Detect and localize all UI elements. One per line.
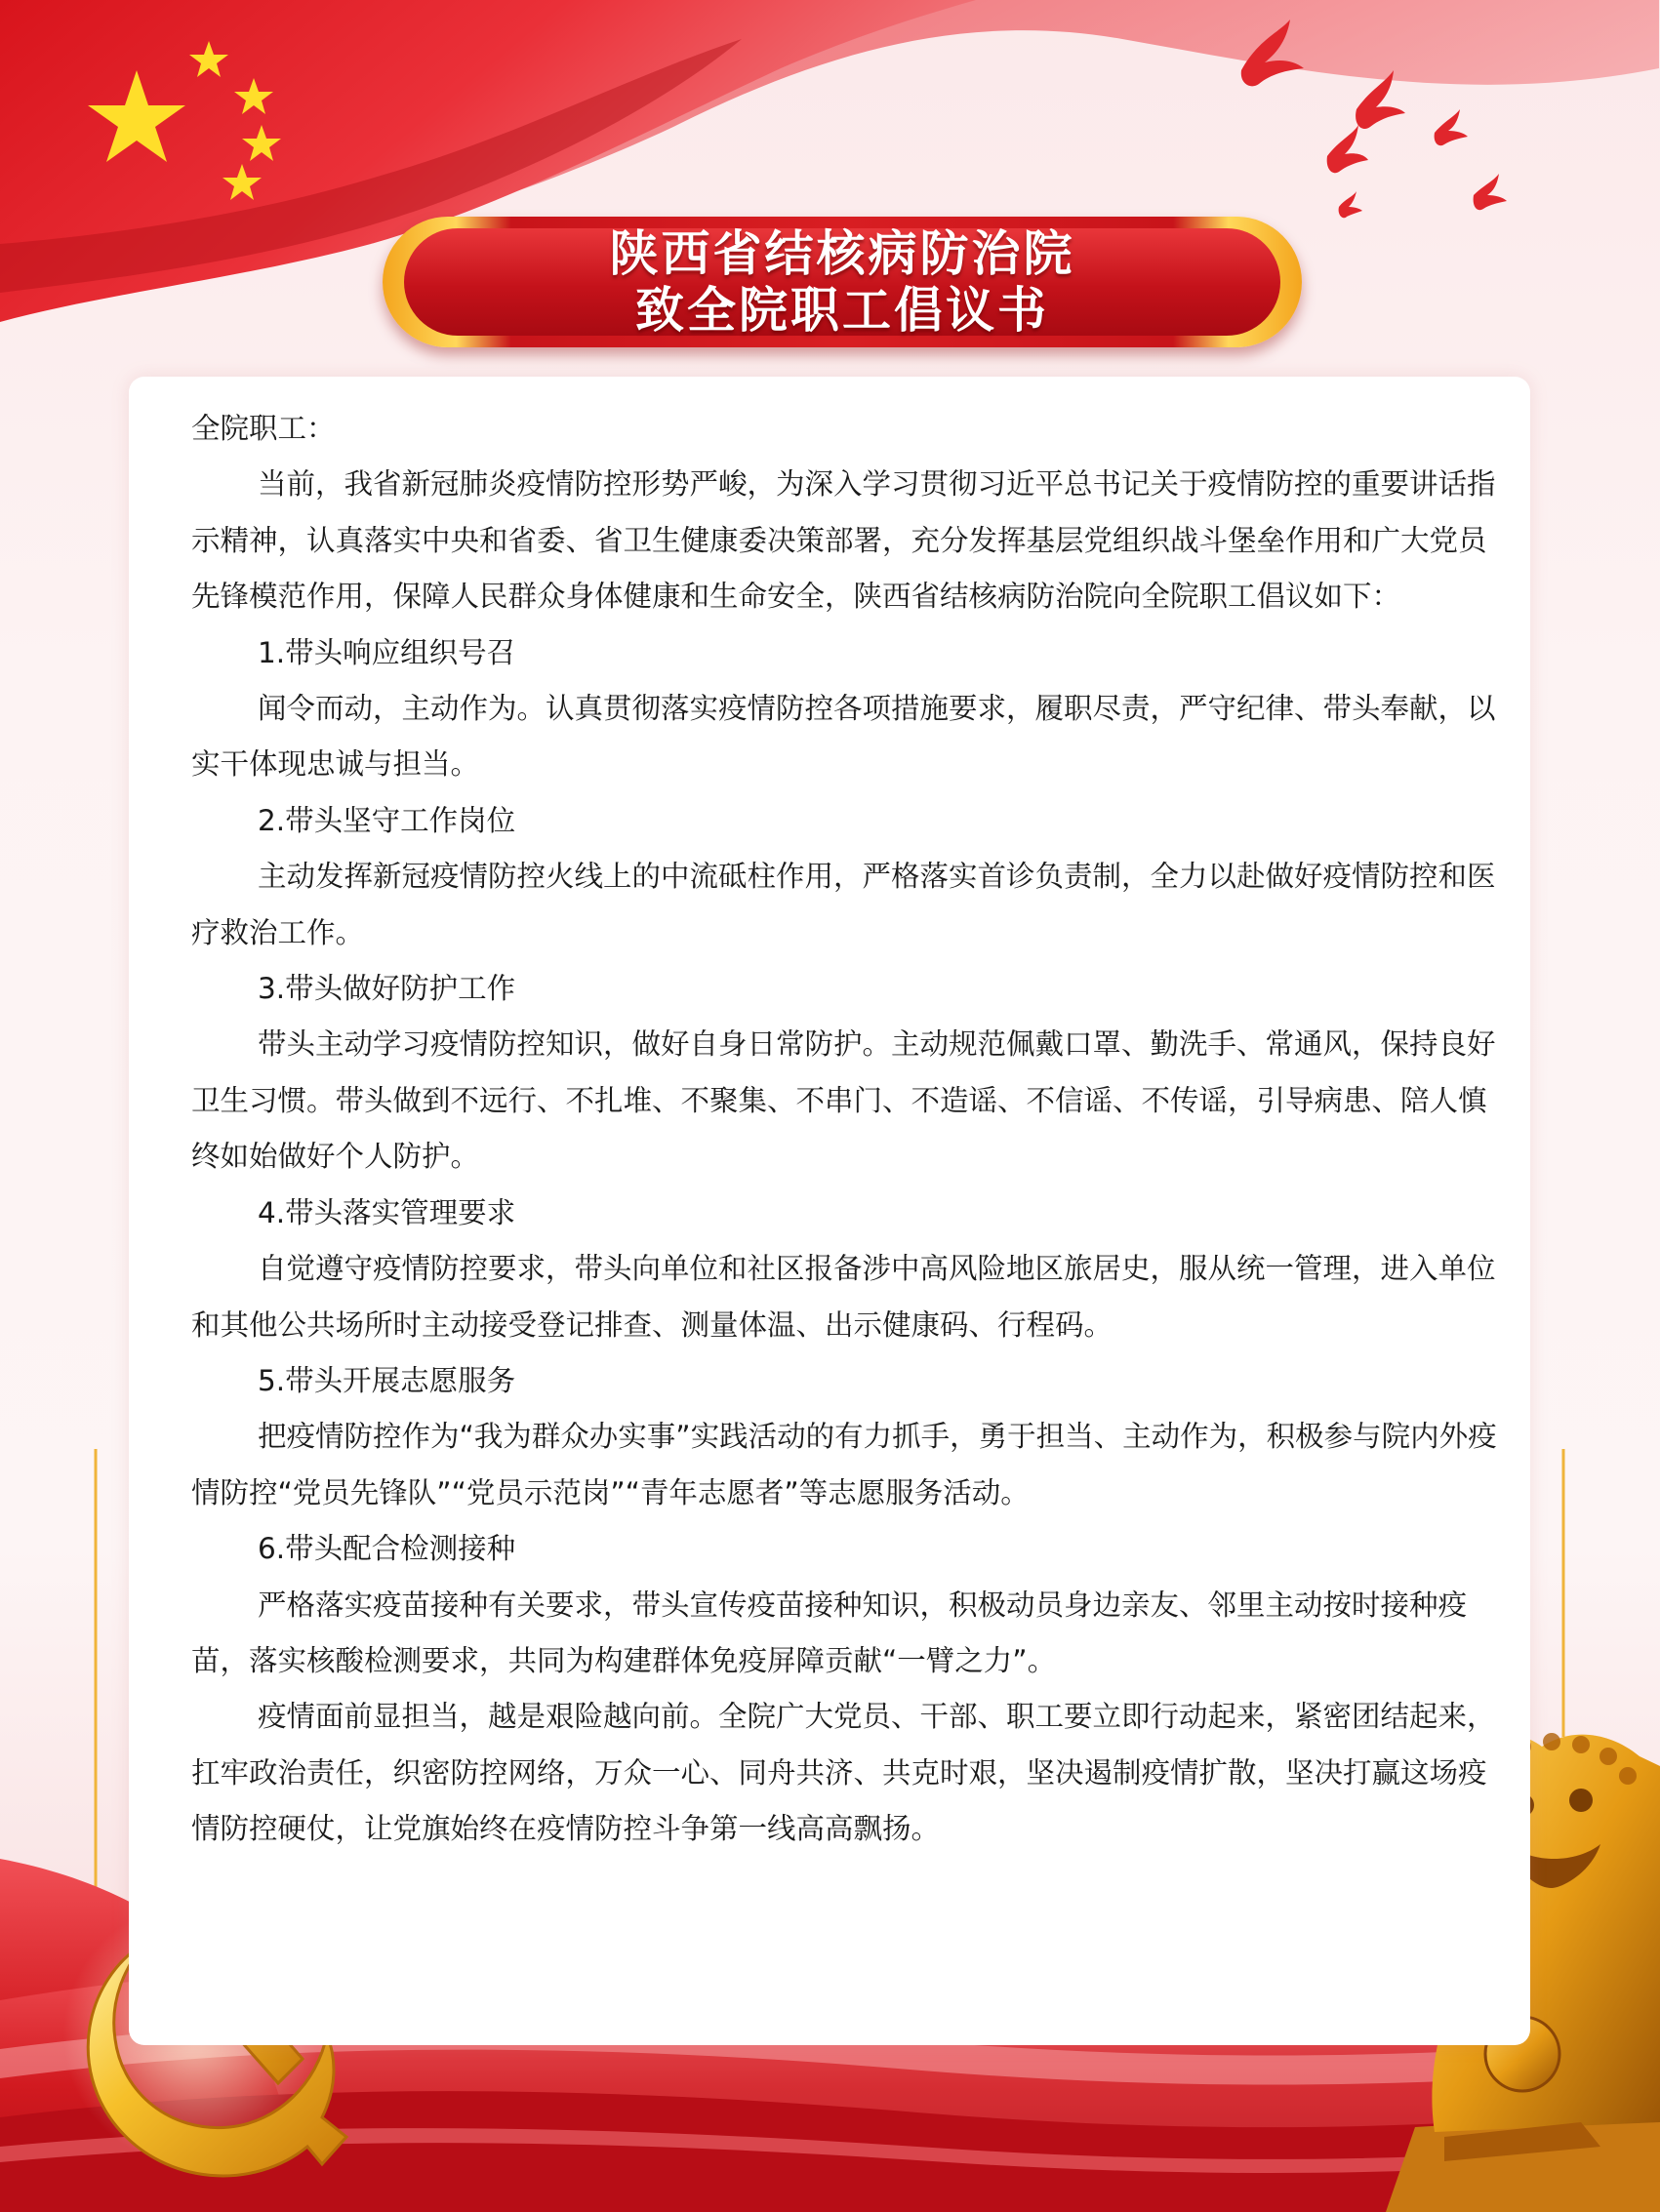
item-heading-1: 1.带头响应组织号召 [258,635,516,669]
salutation: 全院职工： [191,412,336,445]
letter-body [191,401,1499,1858]
item-heading-3: 3.带头做好防护工作 [258,972,516,1006]
dove-icon [1339,191,1362,218]
item-heading-4: 4.带头落实管理要求 [258,1195,516,1229]
closing-paragraph: 疫情面前显担当，越是艰险越向前。全院广大党员、干部、职工要立即行动起来，紧密团结起来，扛牢政治责任，织密防控网络，万众一心、同舟共济、共克时艰，坚决遏制疫情扩散，坚决打赢这场疫情防控硬仗，让党旗始终在疫情防控斗争第一线高高飘扬。 [191,1700,1496,1846]
dove-icon [1435,109,1468,145]
item-text-4: 自觉遵守疫情防控要求，带头向单位和社区报备涉中高风险地区旅居史，服从统一管理，进入单位和其他公共场所时主动接受登记排查、测量体温、出示健康码、行程码。 [191,1252,1496,1342]
item-heading-6: 6.带头配合检测接种 [258,1532,516,1566]
dove-icon [1474,174,1507,210]
item-text-3: 带头主动学习疫情防控知识，做好自身日常防护。主动规范佩戴口罩、勤洗手、常通风，保持良好卫生习惯。带头做到不远行、不扎堆、不聚集、不串门、不造谣、不信谣、不传谣，引导病患、陪人慎终如始做好个人防护。 [191,1027,1496,1174]
title-line-1: 陕西省结核病防治院 [609,225,1075,282]
item-text-6: 严格落实疫苗接种有关要求，带头宣传疫苗接种知识，积极动员身边亲友、邻里主动按时接种疫苗，落实核酸检测要求，共同为构建群体免疫屏障贡献“一臂之力”。 [191,1588,1468,1677]
item-heading-5: 5.带头开展志愿服务 [258,1363,516,1397]
title-line-2: 致全院职工倡议书 [635,282,1049,339]
item-text-5: 把疫情防控作为“我为群众办实事”实践活动的有力抓手，勇于担当、主动作为，积极参与院内外疫情防控“党员先锋队”“党员示范岗”“青年志愿者”等志愿服务活动。 [191,1420,1497,1509]
item-heading-2: 2.带头坚守工作岗位 [258,803,516,837]
item-text-2: 主动发挥新冠疫情防控火线上的中流砥柱作用，严格落实首诊负责制，全力以赴做好疫情防控和医疗救治工作。 [191,860,1496,949]
title-banner [383,217,1302,347]
title-banner-inner [404,225,1280,339]
item-text-1: 闻令而动，主动作为。认真贯彻落实疫情防控各项措施要求，履职尽责，严守纪律、带头奉献，以实干体现忠诚与担当。 [191,692,1496,782]
intro-paragraph: 当前，我省新冠肺炎疫情防控形势严峻，为深入学习贯彻习近平总书记关于疫情防控的重要讲话指示精神，认真落实中央和省委、省卫生健康委决策部署，充分发挥基层党组织战斗堡垒作用和广大党员先锋模范作用，保障人民群众身体健康和生命安全，陕西省结核病防治院向全院职工倡议如下： [191,467,1496,614]
dove-icon [1327,125,1368,173]
